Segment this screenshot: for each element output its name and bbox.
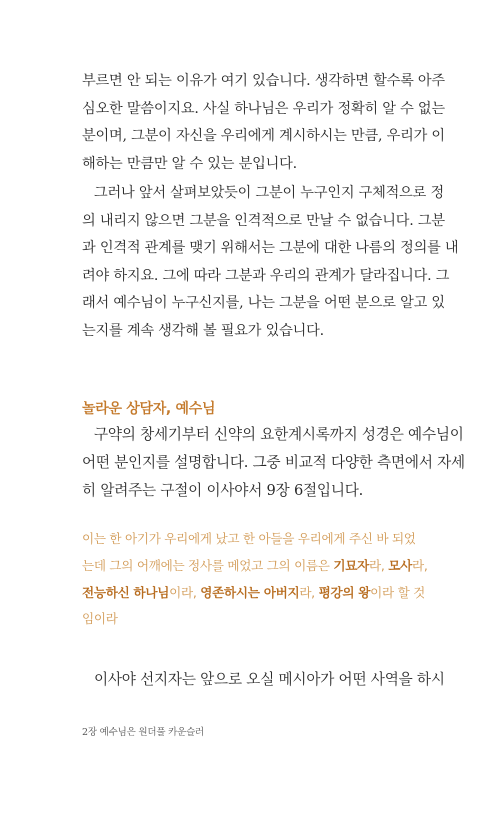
text-line: 해하는 만큼만 알 수 있는 분입니다. [82, 155, 297, 172]
paragraph-2 [82, 180, 459, 346]
text-line: 그러나 앞서 살펴보았듯이 그분이 누구인지 구체적으로 정 [94, 185, 444, 201]
running-footer: 2장 예수님은 원더풀 카운슬러 [82, 727, 205, 738]
quote-line: 임이라 [82, 611, 118, 627]
quote-emphasis: 모사 [388, 557, 412, 573]
paragraph-3 [82, 421, 465, 505]
paragraph-1 [82, 68, 445, 178]
quote-text: 이라, [169, 584, 201, 600]
paragraph-4 [82, 666, 445, 694]
quote-text: 이라 할 것 [370, 584, 426, 600]
quote-line [82, 580, 426, 607]
quote-emphasis: 기묘자 [333, 557, 369, 573]
quote-text: 라, [299, 584, 319, 600]
section-heading: 놀라운 상담자, 예수님 [82, 401, 216, 417]
quote-line: 이는 한 아기가 우리에게 났고 한 아들을 우리에게 주신 바 되었 [82, 531, 416, 546]
quote-emphasis: 평강의 왕 [318, 584, 371, 600]
text-line: 려야 하지요. 그에 따라 그분과 우리의 관계가 달라집니다. 그 [82, 267, 450, 284]
text-line: 분이며, 그분이 자신을 우리에게 계시하시는 만큼, 우리가 이 [82, 128, 445, 145]
text-line: 심오한 말씀이지요. 사실 하나님은 우리가 정확히 알 수 없는 [82, 100, 445, 117]
quote-text: 는데 그의 어깨에는 정사를 메었고 그의 이름은 [82, 557, 334, 573]
text-line: 이사야 선지자는 앞으로 오실 메시아가 어떤 사역을 하시 [94, 671, 445, 688]
text-line: 의 내리지 않으면 그분을 인격적으로 만날 수 없습니다. 그분 [82, 212, 445, 229]
text-line: 과 인격적 관계를 맺기 위해서는 그분에 대한 나름의 정의를 내 [82, 240, 459, 257]
text-line: 구약의 창세기부터 신약의 요한계시록까지 성경은 예수님이 [94, 426, 464, 443]
quote-emphasis: 영존하시는 아버지 [200, 584, 300, 600]
text-line: 어떤 분인지를 설명합니다. 그중 비교적 다양한 측면에서 자세 [82, 454, 465, 471]
scripture-quote [82, 526, 428, 633]
quote-emphasis: 전능하신 하나님 [82, 584, 170, 600]
quote-text: 라, [412, 557, 428, 573]
text-line: 부르면 안 되는 이유가 여기 있습니다. 생각하면 할수록 아주 [82, 73, 445, 89]
quote-line [82, 553, 428, 580]
text-line: 히 알려주는 구절이 이사야서 9장 6절입니다. [82, 482, 364, 499]
text-line: 래서 예수님이 누구신지를, 나는 그분을 어떤 분으로 알고 있 [82, 295, 445, 312]
text-line: 는지를 계속 생각해 볼 필요가 있습니다. [82, 322, 324, 339]
quote-text: 라, [368, 557, 389, 573]
